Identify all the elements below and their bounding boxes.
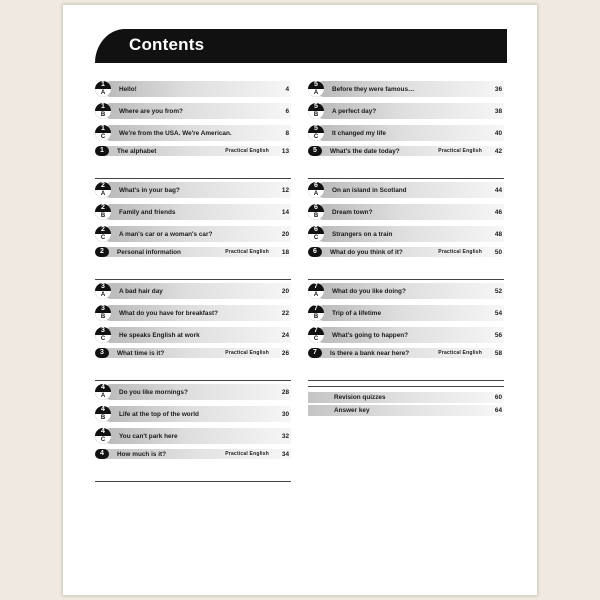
practical-english-tag: Practical English <box>438 249 482 255</box>
lesson-letter: B <box>95 111 111 119</box>
practical-english-tag: Practical English <box>225 350 269 356</box>
unit-lesson-badge <box>308 204 324 220</box>
section-divider <box>308 380 504 381</box>
right-column <box>308 78 504 417</box>
page-number: 58 <box>494 349 502 357</box>
unit-lesson-badge <box>95 226 111 242</box>
contents-row[interactable] <box>95 78 291 100</box>
lesson-letter: C <box>95 133 111 141</box>
contents-row[interactable] <box>308 223 504 245</box>
unit-lesson-badge <box>308 103 324 119</box>
unit-badge <box>95 449 109 459</box>
lesson-title: On an island in Scotland <box>332 186 407 194</box>
page-number: 22 <box>281 309 289 317</box>
section-divider <box>308 386 504 387</box>
page-number: 20 <box>281 287 289 295</box>
page-number: 46 <box>494 208 502 216</box>
unit-number: 6 <box>314 226 318 233</box>
lesson-letter: A <box>95 190 111 198</box>
unit-section <box>95 78 291 179</box>
unit-lesson-badge <box>95 283 111 299</box>
unit-lesson-badge <box>308 305 324 321</box>
lesson-letter: B <box>95 414 111 422</box>
unit-number: 4 <box>101 406 105 413</box>
lesson-letter: C <box>308 335 324 343</box>
lesson-title: What's going to happen? <box>332 331 409 339</box>
unit-number: 5 <box>313 147 317 154</box>
unit-lesson-badge <box>95 327 111 343</box>
unit-number: 6 <box>313 248 317 255</box>
unit-lesson-badge <box>95 81 111 97</box>
practical-english-row[interactable] <box>95 245 291 259</box>
unit-number: 6 <box>314 204 318 211</box>
lesson-title: Family and friends <box>119 208 176 216</box>
unit-number: 7 <box>314 305 318 312</box>
page-number: 6 <box>285 107 289 115</box>
unit-section <box>308 179 504 280</box>
contents-row[interactable] <box>95 122 291 144</box>
lesson-title: We're from the USA. We're American. <box>119 129 232 137</box>
contents-row[interactable] <box>308 78 504 100</box>
practical-english-row[interactable] <box>308 245 504 259</box>
page-number: 50 <box>494 248 502 256</box>
unit-badge <box>308 247 322 257</box>
lesson-title: It changed my life <box>332 129 386 137</box>
page-number: 4 <box>285 85 289 93</box>
unit-number: 2 <box>101 204 105 211</box>
unit-lesson-badge <box>95 103 111 119</box>
unit-number: 3 <box>101 283 105 290</box>
page-number: 60 <box>494 394 502 401</box>
unit-lesson-badge <box>308 81 324 97</box>
unit-number: 1 <box>100 147 104 154</box>
contents-row[interactable] <box>308 302 504 324</box>
contents-row[interactable] <box>308 280 504 302</box>
page-number: 34 <box>281 450 289 458</box>
contents-row[interactable] <box>95 425 291 447</box>
unit-section <box>95 179 291 280</box>
unit-number: 6 <box>314 182 318 189</box>
practical-english-row[interactable] <box>95 447 291 461</box>
section-divider <box>95 481 291 482</box>
contents-row[interactable] <box>95 403 291 425</box>
unit-number: 2 <box>100 248 104 255</box>
unit-lesson-badge <box>95 305 111 321</box>
lesson-title: A man's car or a woman's car? <box>119 230 213 238</box>
contents-row[interactable] <box>95 100 291 122</box>
page-number: 44 <box>494 186 502 194</box>
lesson-title: What time is it? <box>117 349 165 357</box>
page-number: 54 <box>494 309 502 317</box>
contents-row[interactable] <box>308 201 504 223</box>
revision-quizzes-row[interactable] <box>308 391 504 404</box>
page-number: 64 <box>494 407 502 414</box>
page-number: 32 <box>281 432 289 440</box>
lesson-letter: A <box>308 190 324 198</box>
unit-number: 3 <box>101 305 105 312</box>
contents-row[interactable] <box>95 179 291 201</box>
practical-english-row[interactable] <box>308 144 504 158</box>
unit-section <box>95 280 291 381</box>
extra-title: Answer key <box>334 407 370 414</box>
unit-section <box>95 381 291 482</box>
unit-badge <box>95 348 109 358</box>
lesson-letter: C <box>95 234 111 242</box>
lesson-letter: B <box>95 313 111 321</box>
page-number: 42 <box>494 147 502 155</box>
lesson-letter: C <box>95 436 111 444</box>
unit-number: 5 <box>314 125 318 132</box>
unit-number: 4 <box>101 384 105 391</box>
page-number: 56 <box>494 331 502 339</box>
page-title: Contents <box>129 35 205 54</box>
page-number: 36 <box>494 85 502 93</box>
contents-row[interactable] <box>95 223 291 245</box>
lesson-title: Personal information <box>117 248 181 256</box>
page-number: 18 <box>281 248 289 256</box>
unit-section <box>308 78 504 179</box>
lesson-title: Before they were famous… <box>332 85 415 93</box>
unit-number: 4 <box>100 450 104 457</box>
unit-badge <box>95 247 109 257</box>
lesson-title: A perfect day? <box>332 107 377 115</box>
unit-lesson-badge <box>308 226 324 242</box>
lesson-letter: C <box>95 335 111 343</box>
lesson-title: How much is it? <box>117 450 166 458</box>
practical-english-row[interactable] <box>95 346 291 360</box>
practical-english-tag: Practical English <box>438 148 482 154</box>
page-number: 38 <box>494 107 502 115</box>
unit-lesson-badge <box>95 428 111 444</box>
page-number: 52 <box>494 287 502 295</box>
practical-english-row[interactable] <box>308 346 504 360</box>
contents-row[interactable] <box>308 179 504 201</box>
lesson-title: Hello! <box>119 85 137 93</box>
lesson-title: What do you think of it? <box>330 248 403 256</box>
practical-english-tag: Practical English <box>225 148 269 154</box>
unit-section <box>308 280 504 381</box>
contents-row[interactable] <box>308 122 504 144</box>
unit-number: 3 <box>100 349 104 356</box>
unit-lesson-badge <box>95 125 111 141</box>
lesson-title: Trip of a lifetime <box>332 309 382 317</box>
lesson-title: He speaks English at work <box>119 331 200 339</box>
unit-badge <box>308 348 322 358</box>
unit-lesson-badge <box>308 327 324 343</box>
unit-lesson-badge <box>308 283 324 299</box>
contents-row[interactable] <box>308 324 504 346</box>
lesson-title: What do you have for breakfast? <box>119 309 219 317</box>
lesson-title: Is there a bank near here? <box>330 349 410 357</box>
lesson-title: A bad hair day <box>119 287 163 295</box>
lesson-title: Strangers on a train <box>332 230 393 238</box>
unit-number: 4 <box>101 428 105 435</box>
unit-lesson-badge <box>95 384 111 400</box>
page-number: 26 <box>281 349 289 357</box>
lesson-letter: B <box>95 212 111 220</box>
unit-number: 5 <box>314 103 318 110</box>
unit-number: 1 <box>101 125 105 132</box>
lesson-letter: A <box>308 89 324 97</box>
lesson-letter: B <box>308 313 324 321</box>
unit-number: 3 <box>101 327 105 334</box>
page-number: 8 <box>285 129 289 137</box>
lesson-letter: A <box>95 392 111 400</box>
lesson-letter: B <box>308 111 324 119</box>
unit-number: 7 <box>314 283 318 290</box>
contents-banner <box>95 29 507 63</box>
lesson-letter: B <box>308 212 324 220</box>
practical-english-tag: Practical English <box>225 249 269 255</box>
page-number: 40 <box>494 129 502 137</box>
lesson-letter: A <box>308 291 324 299</box>
lesson-title: Do you like mornings? <box>119 388 188 396</box>
extra-title: Revision quizzes <box>334 394 386 401</box>
unit-number: 7 <box>314 327 318 334</box>
lesson-title: You can't park here <box>119 432 178 440</box>
unit-number: 5 <box>314 81 318 88</box>
unit-lesson-badge <box>95 182 111 198</box>
unit-badge <box>95 146 109 156</box>
lesson-title: Life at the top of the world <box>119 410 199 418</box>
unit-number: 2 <box>101 182 105 189</box>
contents-row[interactable] <box>95 381 291 403</box>
lesson-title: Where are you from? <box>119 107 183 115</box>
answer-key-row[interactable] <box>308 404 504 417</box>
contents-page <box>62 4 538 596</box>
contents-row[interactable] <box>95 302 291 324</box>
unit-number: 1 <box>101 103 105 110</box>
lesson-letter: C <box>308 234 324 242</box>
lesson-title: Dream town? <box>332 208 373 216</box>
unit-lesson-badge <box>308 125 324 141</box>
practical-english-row[interactable] <box>95 144 291 158</box>
left-column <box>95 78 291 482</box>
practical-english-tag: Practical English <box>225 451 269 457</box>
lesson-title: What's the date today? <box>330 147 400 155</box>
unit-badge <box>308 146 322 156</box>
unit-lesson-badge <box>95 406 111 422</box>
lesson-title: What's in your bag? <box>119 186 180 194</box>
lesson-title: The alphabet <box>117 147 157 155</box>
page-number: 13 <box>281 147 289 155</box>
unit-lesson-badge <box>95 204 111 220</box>
page-number: 28 <box>281 388 289 396</box>
contents-row[interactable] <box>308 100 504 122</box>
extras-section <box>308 391 504 417</box>
practical-english-tag: Practical English <box>438 350 482 356</box>
page-number: 14 <box>281 208 289 216</box>
page-number: 20 <box>281 230 289 238</box>
unit-number: 7 <box>313 349 317 356</box>
lesson-letter: A <box>95 89 111 97</box>
contents-row[interactable] <box>95 280 291 302</box>
unit-number: 2 <box>101 226 105 233</box>
lesson-title: What do you like doing? <box>332 287 406 295</box>
lesson-letter: C <box>308 133 324 141</box>
page-number: 12 <box>281 186 289 194</box>
contents-row[interactable] <box>95 324 291 346</box>
unit-lesson-badge <box>308 182 324 198</box>
unit-number: 1 <box>101 81 105 88</box>
page-number: 30 <box>281 410 289 418</box>
page-number: 48 <box>494 230 502 238</box>
page-number: 24 <box>281 331 289 339</box>
contents-row[interactable] <box>95 201 291 223</box>
lesson-letter: A <box>95 291 111 299</box>
